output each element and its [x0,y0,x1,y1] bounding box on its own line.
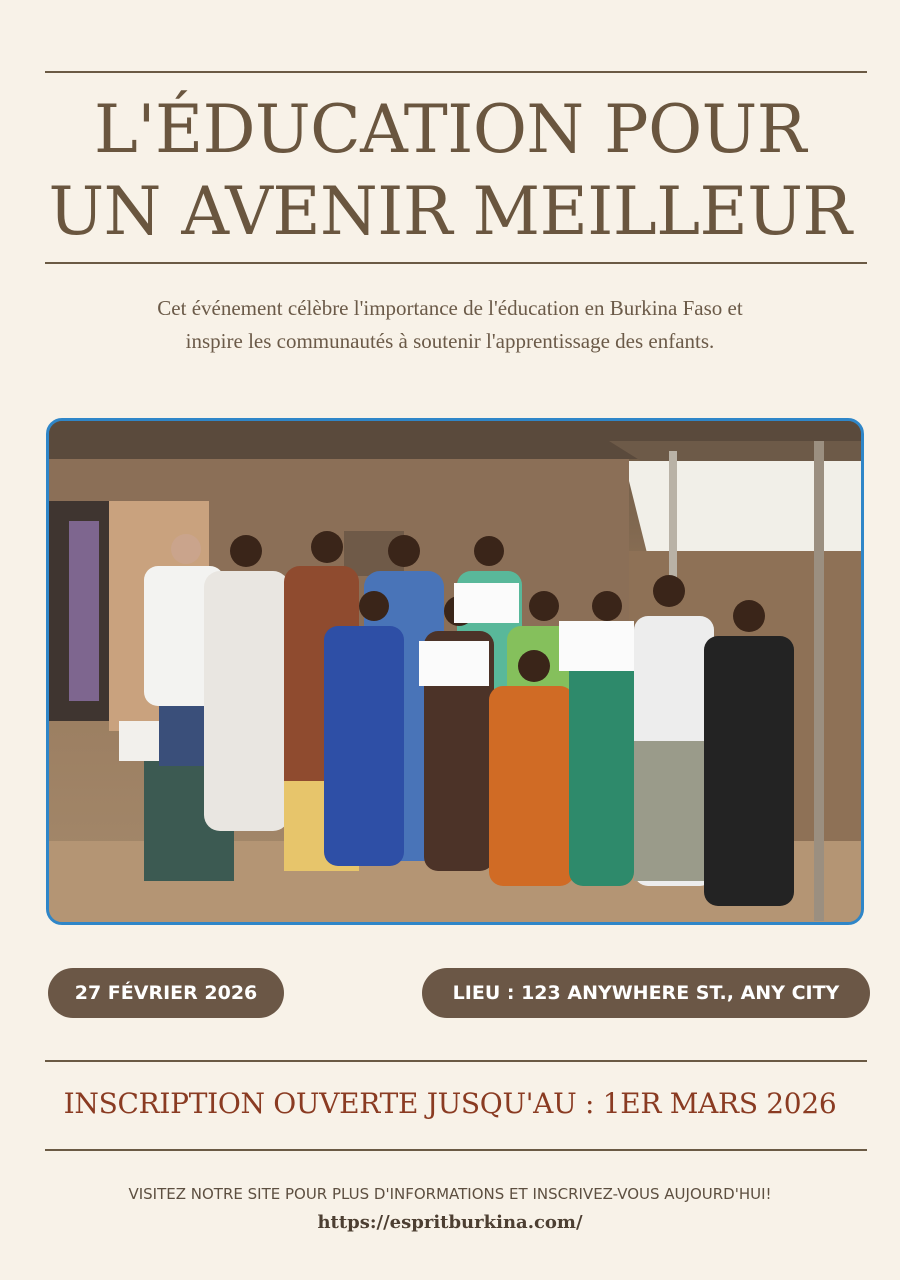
registration-deadline: INSCRIPTION OUVERTE JUSQU'AU : 1ER MARS 2026 [63,1087,837,1120]
top-rule [45,71,867,73]
deadline-bottom-rule [45,1149,867,1151]
subtitle-line-1: Cet événement célèbre l'importance de l'éducation en Burkina Faso et [157,296,743,320]
title-line-2: UN AVENIR MEILLEUR [48,173,852,250]
website-url[interactable]: https://espritburkina.com/ [317,1212,583,1233]
visit-site-text: VISITEZ NOTRE SITE POUR PLUS D'INFORMATIONS ET INSCRIVEZ-VOUS AUJOURD'HUI! [128,1185,772,1203]
subtitle-line-2: inspire les communautés à soutenir l'apprentissage des enfants. [185,329,715,353]
event-date-badge: 27 FÉVRIER 2026 [48,968,284,1018]
title-bottom-rule [45,262,867,264]
group-photo [46,418,864,925]
group-photo-illustration [49,421,861,922]
title-line-1: L'ÉDUCATION POUR [93,91,806,168]
deadline-top-rule [45,1060,867,1062]
subtitle [60,292,840,358]
event-location-badge: LIEU : 123 ANYWHERE ST., ANY CITY [422,968,870,1018]
